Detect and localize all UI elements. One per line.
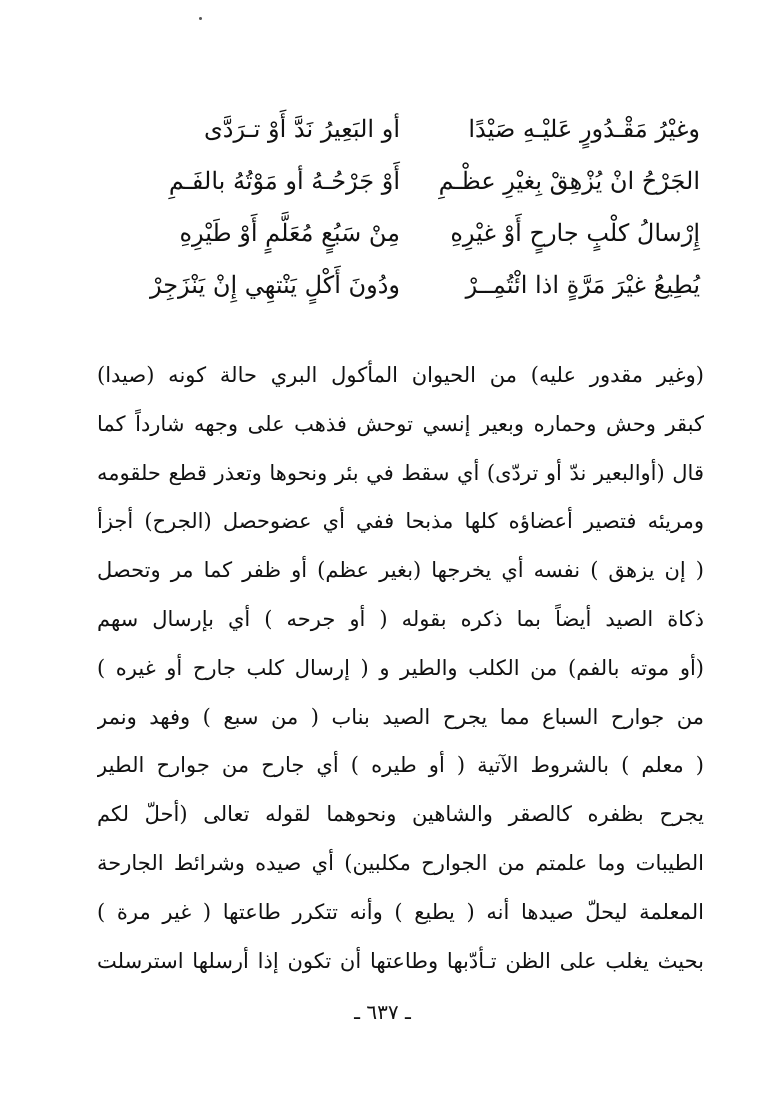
commentary-line: (أو موته بالفم) من الكلب والطير و ( إرسال كلب جارح أو غيره )	[97, 655, 704, 680]
commentary-line: يجرح بظفره كالصقر والشاهين ونحوهما لقوله تعالى (أحلّ لكم	[97, 802, 704, 827]
commentary-line: المعلمة ليحلّ صيدها أنه ( يطيع ) وأنه تتكرر طاعتها ( غير مرة )	[97, 899, 704, 924]
commentary-line: من جوارح السباع مما يجرح الصيد بناب ( من سبع ) وفهد ونمر	[97, 704, 704, 729]
commentary-line: قال (أوالبعير ندّ أو تردّى) أي سقط في بئر ونحوها وتعذر قطع حلقومه	[97, 460, 704, 485]
verse-line	[100, 156, 700, 208]
commentary-line: ( إن يزهق ) نفسه أي يخرجها (بغير عظم) أو ظفر كما مر وتحصل	[97, 558, 704, 583]
commentary-text	[97, 351, 704, 985]
verse-second-hemistich: أَوْ جَرْحُـهُ أو مَوْتُهُ بالفَـمِ	[168, 167, 400, 196]
verse-second-hemistich: أو البَعِيرُ نَدَّ أَوْ تـرَدَّى	[203, 115, 400, 144]
verse-first-hemistich: إِرْسالُ كلْبٍ جارحٍ أَوْ غيْرِهِ	[450, 219, 700, 248]
verse-second-hemistich: مِنْ سَبُعٍ مُعَلَّمٍ أَوْ طَيْرِهِ	[179, 219, 400, 248]
commentary-line: ومريئه فتصير أعضاؤه كلها مذبحا ففي أي عضوحصل (الجرح) أجزأ	[97, 509, 704, 534]
page-number: ـ ٦٣٧ ـ	[354, 1000, 411, 1024]
verse-first-hemistich: الجَرْحُ انْ يُزْهِقْ بِغيْرِ عظْـمِ	[438, 167, 700, 196]
verse-second-hemistich: ودُونَ أَكْلٍ يَنْتهِي إِنْ يَنْزَجِرْ	[149, 271, 400, 300]
commentary-line: الطيبات وما علمتم من الجوارح مكلبين) أي صيده وشرائط الجارحة	[97, 850, 704, 875]
commentary-line: كبقر وحش وحماره وبعير إنسي توحش فذهب على وجهه شارداً كما	[97, 411, 704, 436]
commentary-line: (وغير مقدور عليه) من الحيوان المأكول البري حالة كونه (صيدا)	[97, 363, 704, 387]
commentary-line: ذكاة الصيد أيضاً بما ذكره بقوله ( أو جرحه ) أي بإرسال سهم	[97, 606, 704, 631]
verse-line	[100, 260, 700, 312]
verse-first-hemistich: يُطِيعُ غيْرَ مَرَّةٍ اذا ائْتُمِــرْ	[465, 271, 700, 300]
verse-block	[100, 104, 700, 312]
ink-speck	[199, 17, 202, 20]
commentary-line: ( معلم ) بالشروط الآتية ( أو طيره ) أي جارح من جوارح الطير	[97, 753, 704, 778]
verse-first-hemistich: وغيْرُ مَقْـدُورٍ عَليْـهِ صَيْدًا	[468, 115, 700, 144]
verse-line	[100, 208, 700, 260]
verse-line	[100, 104, 700, 156]
commentary-line: بحيث يغلب على الظن تـأدّبها وطاعتها أن تكون إذا أرسلها استرسلت	[97, 948, 704, 973]
